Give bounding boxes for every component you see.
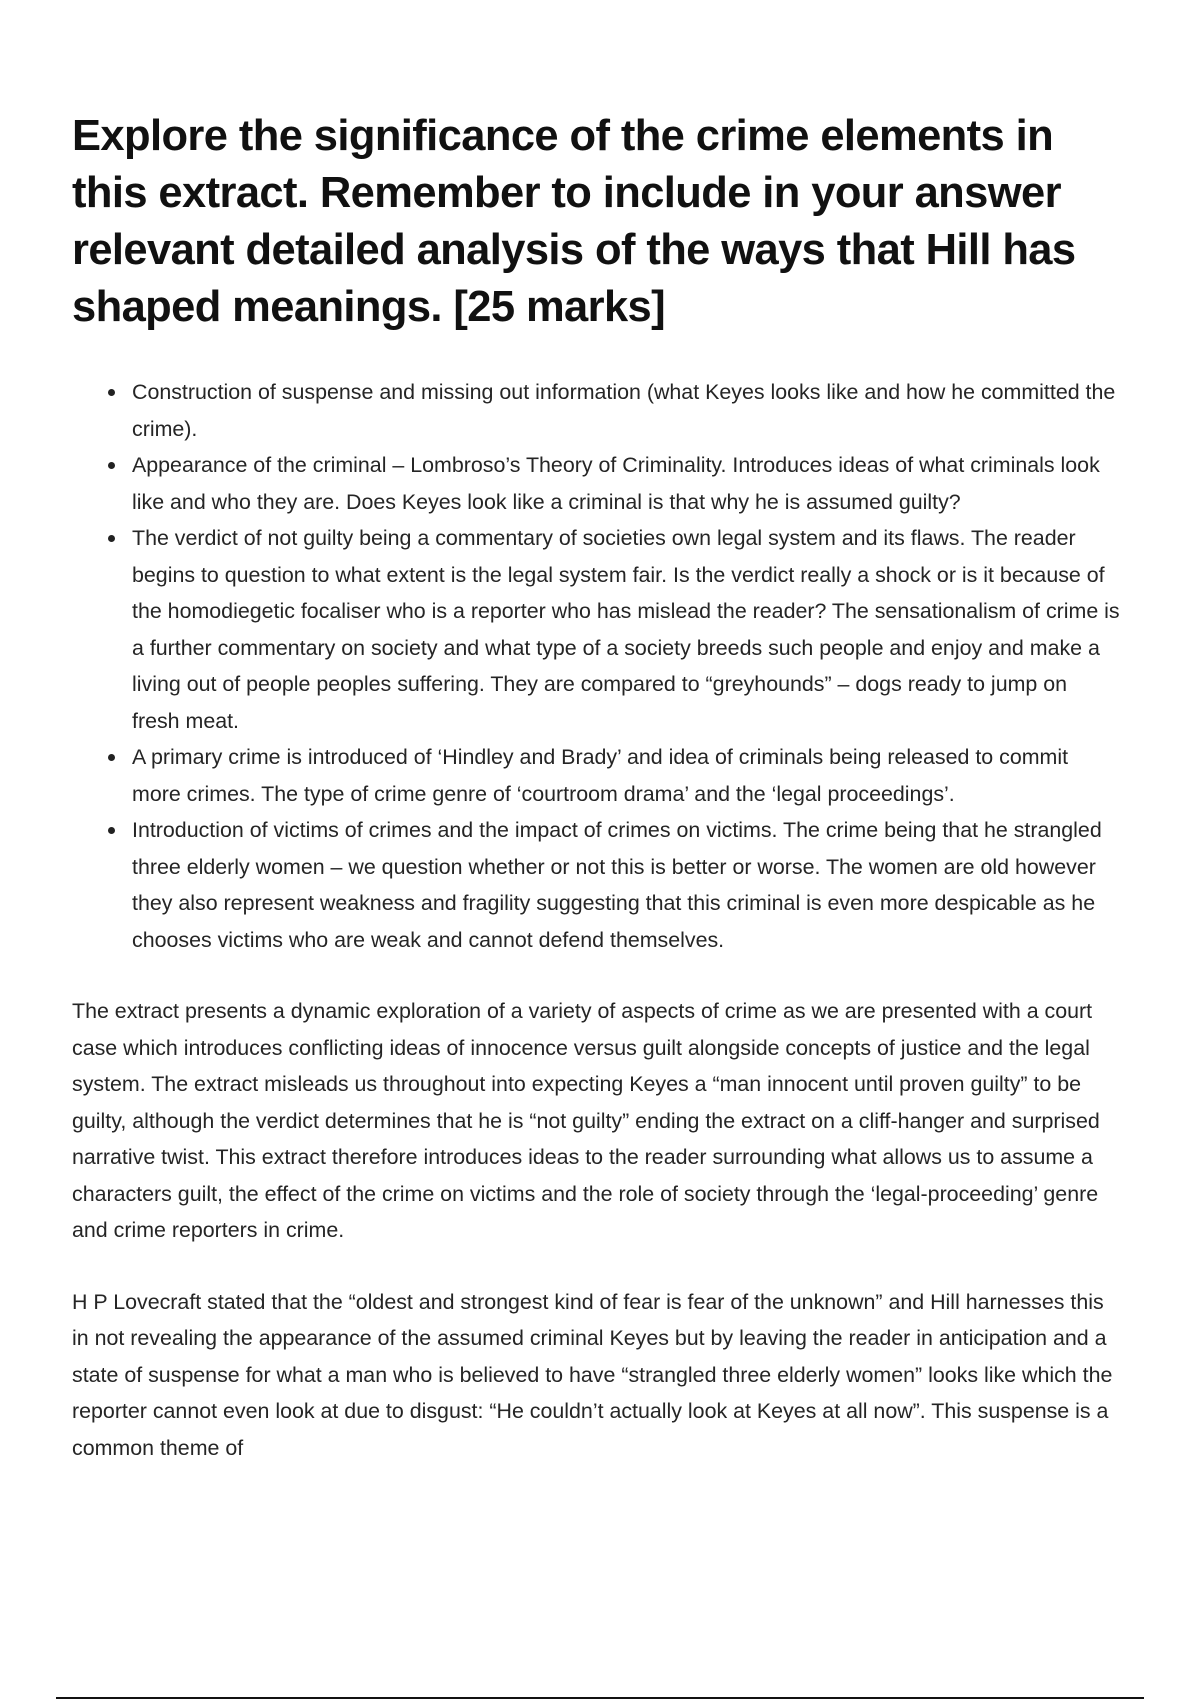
list-item: Construction of suspense and missing out information (what Keyes looks like and how he committed the crime).	[132, 374, 1120, 447]
intro-paragraph: The extract presents a dynamic exploration of a variety of aspects of crime as we are presented with a court case which introduces conflicting ideas of innocence versus guilt alongside concepts of justice and the legal system. The extract misleads us throughout into expecting Keyes a “man innocent until proven guilty” to be guilty, although the verdict determines that he is “not guilty” ending the extract on a cliff-hanger and surprised narrative twist. This extract therefore introduces ideas to the reader surrounding what allows us to assume a characters guilt, the effect of the crime on victims and the role of society through the ‘legal-proceeding’ genre and crime reporters in crime.	[72, 999, 1100, 1242]
list-item: A primary crime is introduced of ‘Hindley and Brady’ and idea of criminals being released to commit more crimes. The type of crime genre of ‘courtroom drama’ and the ‘legal proceedings’.	[132, 739, 1120, 812]
list-item: The verdict of not guilty being a commentary of societies own legal system and its flaws. The reader begins to question to what extent is the legal system fair. Is the verdict really a shock or is it because of the homodiegetic focaliser who is a reporter who has mislead the reader? The sensationalism of crime is a further commentary on society and what type of a society breeds such people and enjoy and make a living out of people peoples suffering. They are compared to “greyhounds” – dogs ready to jump on fresh meat.	[132, 520, 1120, 739]
page-divider	[56, 1697, 1144, 1699]
list-item: Introduction of victims of crimes and the impact of crimes on victims. The crime being that he strangled three elderly women – we question whether or not this is better or worse. The women are old however they also represent weakness and fragility suggesting that this criminal is even more despicable as he chooses victims who are weak and cannot defend themselves.	[132, 812, 1120, 958]
question-title: Explore the significance of the crime elements in this extract. Remember to include in your answer relevant detailed analysis of the ways that Hill has shaped meanings. [25 marks]	[72, 112, 1076, 331]
key-points-list	[72, 374, 1120, 958]
list-item: Appearance of the criminal – Lombroso’s Theory of Criminality. Introduces ideas of what criminals look like and who they are. Does Keyes look like a criminal is that why he is assumed guilty?	[132, 447, 1120, 520]
lovecraft-paragraph: H P Lovecraft stated that the “oldest and strongest kind of fear is fear of the unknown” and Hill harnesses this in not revealing the appearance of the assumed criminal Keyes but by leaving the reader in anticipation and a state of suspense for what a man who is believed to have “strangled three elderly women” looks like which the reporter cannot even look at due to disgust: “He couldn’t actually look at Keyes at all now”. This suspense is a common theme of	[72, 1289, 1113, 1460]
document-page	[72, 108, 1120, 1466]
